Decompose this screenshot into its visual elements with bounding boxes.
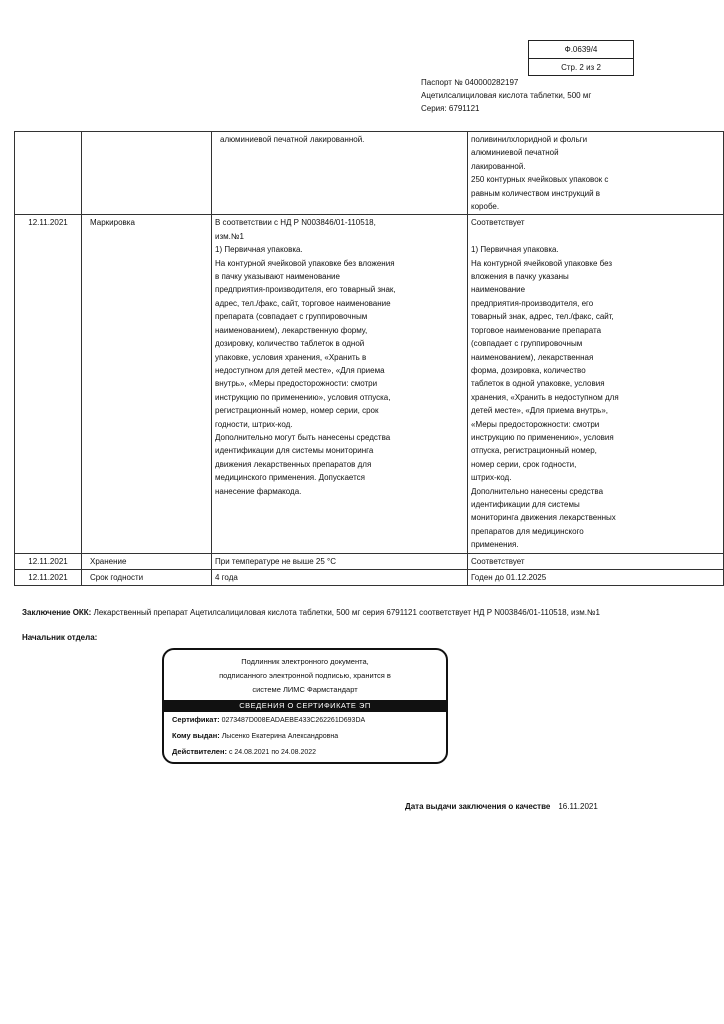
row-requirement: алюминиевой печатной лакированной. bbox=[212, 132, 468, 215]
issued-to-value: Лысенко Екатерина Александровна bbox=[219, 733, 339, 740]
issue-date bbox=[405, 802, 598, 811]
row-indicator: Маркировка bbox=[82, 215, 212, 553]
stamp-validity bbox=[164, 744, 446, 760]
stamp-line-2: подписанного электронной подписью, хранится в bbox=[219, 671, 391, 680]
stamp-line-1: Подлинник электронного документа, bbox=[241, 657, 369, 666]
conclusion-text: Лекарственный препарат Ацетилсалициловая кислота таблетки, 500 мг серия 6791121 соответствует НД Р N003846/01-110518, изм.№1 bbox=[91, 608, 600, 617]
issue-date-value: 16.11.2021 bbox=[558, 802, 598, 811]
series-number: Серия: 6791121 bbox=[421, 104, 480, 113]
page-number: Стр. 2 из 2 bbox=[529, 58, 633, 76]
certificate-label: Сертификат: bbox=[172, 715, 220, 724]
row-result: Соответствует bbox=[468, 553, 724, 569]
table-row bbox=[15, 570, 724, 586]
valid-label: Действителен: bbox=[172, 747, 227, 756]
stamp-line-3: системе ЛИМС Фармстандарт bbox=[252, 685, 358, 694]
row-indicator: Срок годности bbox=[82, 570, 212, 586]
table-row bbox=[15, 132, 724, 215]
conclusion-label: Заключение ОКК: bbox=[22, 608, 92, 617]
certificate-value: 0273487D008EADAEBE433C262261D693DA bbox=[219, 717, 366, 724]
stamp-issued-to bbox=[164, 728, 446, 744]
row-result: Годен до 01.12.2025 bbox=[468, 570, 724, 586]
quality-table bbox=[14, 131, 724, 586]
form-code-box bbox=[528, 40, 634, 76]
electronic-signature-stamp bbox=[162, 648, 448, 764]
row-date: 12.11.2021 bbox=[15, 553, 82, 569]
table-row bbox=[15, 215, 724, 553]
row-requirement: 4 года bbox=[212, 570, 468, 586]
row-date: 12.11.2021 bbox=[15, 215, 82, 553]
row-date: 12.11.2021 bbox=[15, 570, 82, 586]
department-head-label: Начальник отдела: bbox=[22, 633, 98, 642]
issue-date-label: Дата выдачи заключения о качестве bbox=[405, 802, 551, 811]
product-name: Ацетилсалициловая кислота таблетки, 500 мг bbox=[421, 91, 592, 100]
passport-header bbox=[421, 76, 591, 115]
row-result: Соответствует 1) Первичная упаковка. На контурной ячейковой упаковке без вложения в пачку указаны наименование предприятия-производителя, его товарный знак, адрес, тел./факс, сайт, торговое наименование препарата (совпадает с группировочным наименованием), лекарственная форма, дозировка, количество таблеток в одной упаковке, условия хранения, «Хранить в недоступном для детей месте», «Для приема внутрь», «Меры предосторожности: смотри инструкцию по применению», условия отпуска, регистрационный номер, номер серии, срок годности, штрих-код. Дополнительно нанесены средства идентификации для системы мониторинга движения лекарственных препаратов для медицинского применения. bbox=[468, 215, 724, 553]
stamp-certificate bbox=[164, 712, 446, 728]
passport-number: Паспорт № 040000282197 bbox=[421, 78, 519, 87]
row-date bbox=[15, 132, 82, 215]
conclusion-block bbox=[22, 605, 612, 620]
row-result: поливинилхлоридной и фольги алюминиевой печатной лакированной. 250 контурных ячейковых упаковок с равным количеством инструкций в коробе. bbox=[468, 132, 724, 215]
row-indicator: Хранение bbox=[82, 553, 212, 569]
table-row bbox=[15, 553, 724, 569]
row-requirement: При температуре не выше 25 °С bbox=[212, 553, 468, 569]
form-code: Ф.0639/4 bbox=[564, 45, 598, 54]
row-indicator bbox=[82, 132, 212, 215]
valid-value: с 24.08.2021 по 24.08.2022 bbox=[227, 749, 317, 756]
issued-to-label: Кому выдан: bbox=[172, 731, 220, 740]
stamp-banner: СВЕДЕНИЯ О СЕРТИФИКАТЕ ЭП bbox=[164, 700, 446, 712]
row-requirement: В соответствии с НД Р N003846/01-110518, изм.№1 1) Первичная упаковка. На контурной ячейковой упаковке без вложения в пачку указывают наименование предприятия-производителя, его товарный знак, адрес, тел./факс, сайт, торговое наименование препарата (совпадает с группировочным наименованием), лекарственную форму, дозировку, количество таблеток в одной упаковке, условия хранения, «Хранить в недоступном для детей месте», «Для приема внутрь», «Меры предосторожности: смотри инструкцию по применению», условия отпуска, регистрационный номер, номер серии, срок годности, штрих-код. Дополнительно могут быть нанесены средства идентификации для системы мониторинга движения лекарственных препаратов для медицинского применения. Допускается нанесение фармакода. bbox=[212, 215, 468, 553]
